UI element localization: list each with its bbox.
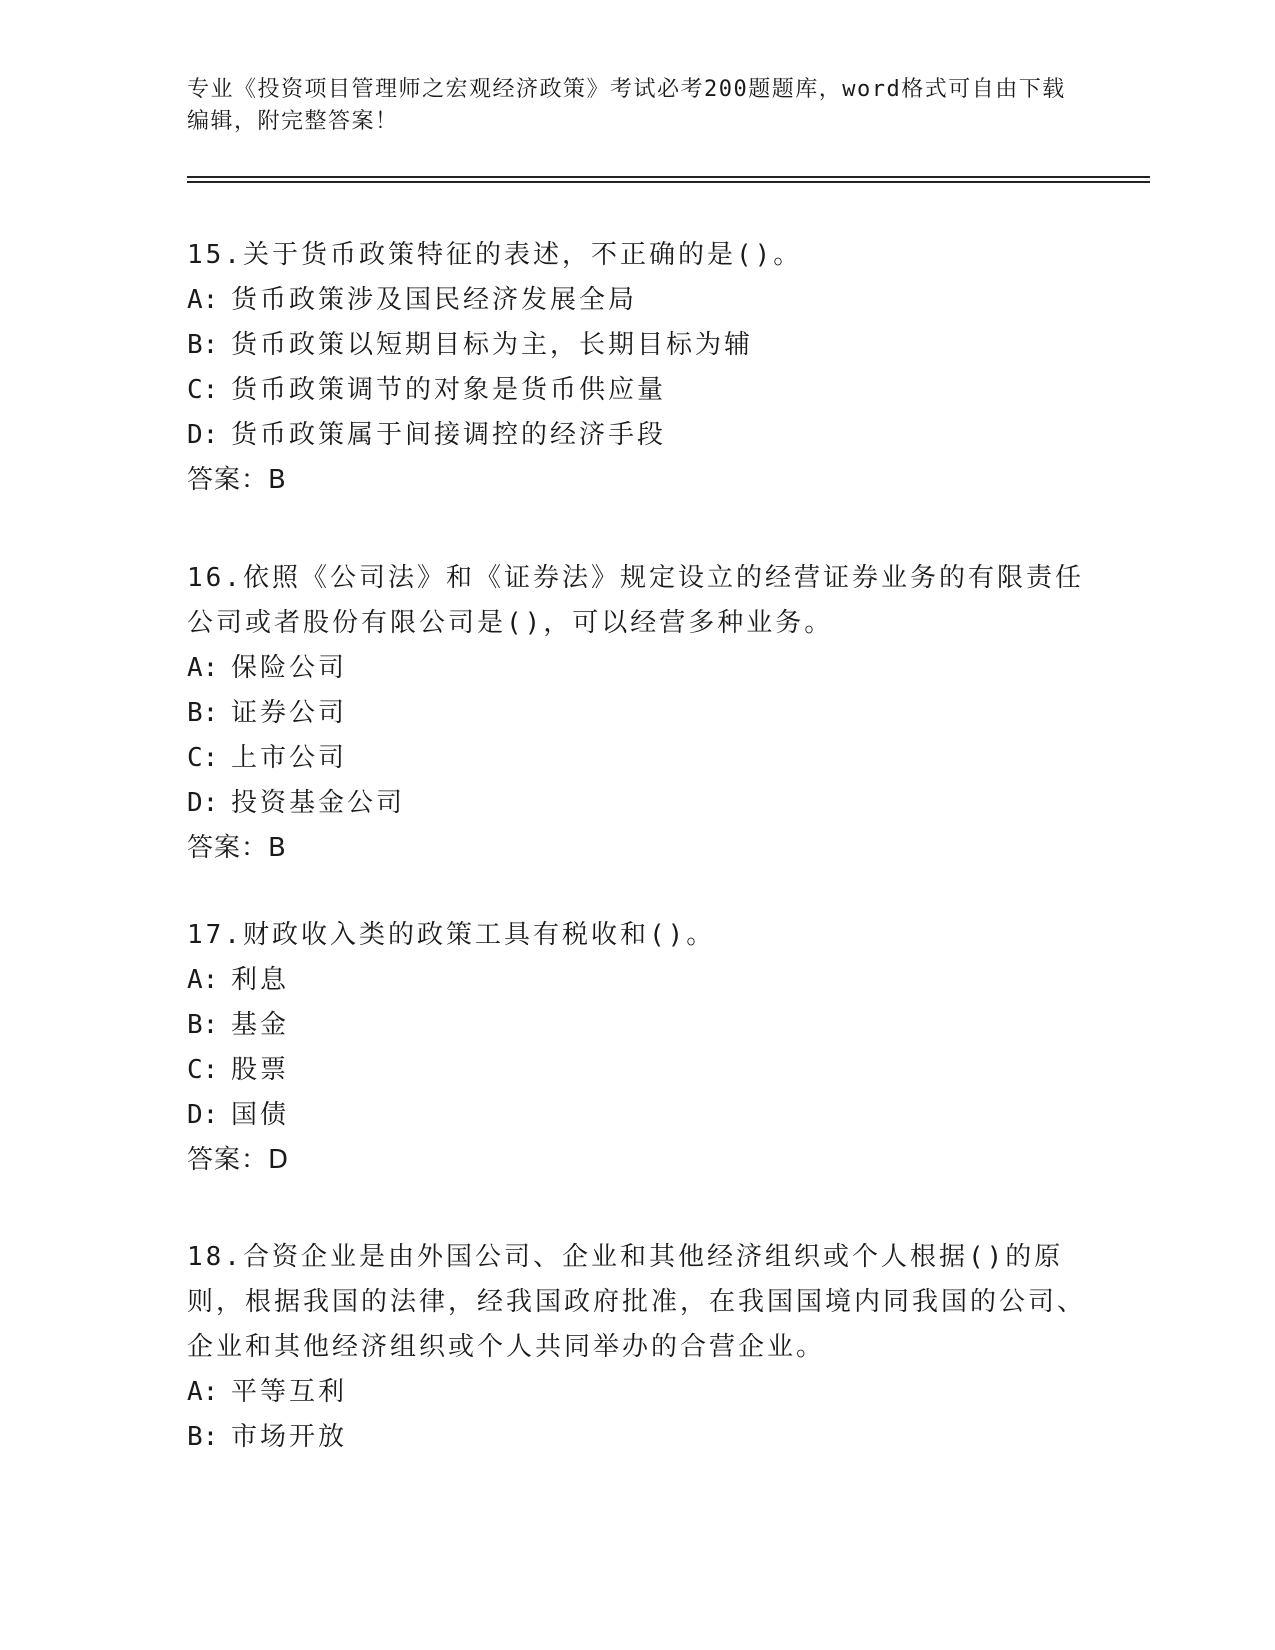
question-stem: 16.依照《公司法》和《证券法》规定设立的经营证券业务的有限责任公司或者股份有限公司是()，可以经营多种业务。	[187, 563, 1084, 638]
option-letter: B:	[187, 330, 219, 360]
option-letter: D:	[187, 1100, 219, 1130]
option-a	[187, 1370, 1087, 1415]
option-text: 基金	[231, 1010, 290, 1040]
header-divider-bottom	[187, 181, 1150, 183]
question-18	[187, 1235, 1087, 1460]
option-letter: C:	[187, 375, 219, 405]
option-text: 上市公司	[231, 743, 348, 773]
option-letter: C:	[187, 743, 219, 773]
question-stem: 18.合资企业是由外国公司、企业和其他经济组织或个人根据()的原则，根据我国的法律，经我国政府批准，在我国国境内同我国的公司、企业和其他经济组织或个人共同举办的合营企业。	[187, 1242, 1087, 1362]
option-d	[187, 781, 1087, 826]
option-text: 货币政策以短期目标为主，长期目标为辅	[231, 330, 754, 360]
option-b	[187, 1415, 1087, 1460]
option-a	[187, 646, 1087, 691]
option-c	[187, 368, 1087, 413]
option-letter: B:	[187, 698, 219, 728]
option-letter: D:	[187, 420, 219, 450]
option-letter: A:	[187, 965, 219, 995]
option-letter: B:	[187, 1010, 219, 1040]
option-text: 货币政策调节的对象是货币供应量	[231, 375, 667, 405]
question-16	[187, 556, 1087, 871]
question-stem: 15.关于货币政策特征的表述，不正确的是()。	[187, 240, 803, 270]
option-c	[187, 1048, 1087, 1093]
option-text: 货币政策属于间接调控的经济手段	[231, 420, 667, 450]
option-text: 股票	[231, 1055, 290, 1085]
option-b	[187, 1003, 1087, 1048]
option-letter: A:	[187, 285, 219, 315]
header-divider-top	[187, 176, 1150, 178]
option-a	[187, 958, 1087, 1003]
option-c	[187, 736, 1087, 781]
option-letter: D:	[187, 788, 219, 818]
option-text: 证券公司	[231, 698, 348, 728]
option-text: 利息	[231, 965, 290, 995]
answer-line: 答案：B	[187, 465, 287, 495]
option-letter: C:	[187, 1055, 219, 1085]
option-a	[187, 278, 1087, 323]
option-text: 平等互利	[231, 1377, 348, 1407]
option-b	[187, 691, 1087, 736]
option-letter: A:	[187, 653, 219, 683]
question-15	[187, 233, 1087, 503]
option-b	[187, 323, 1087, 368]
answer-line: 答案：D	[187, 1145, 290, 1175]
question-17	[187, 913, 1087, 1183]
option-text: 保险公司	[231, 653, 348, 683]
option-text: 货币政策涉及国民经济发展全局	[231, 285, 638, 315]
option-letter: B:	[187, 1422, 219, 1452]
option-d	[187, 413, 1087, 458]
question-stem: 17.财政收入类的政策工具有税收和()。	[187, 920, 716, 950]
document-header: 专业《投资项目管理师之宏观经济政策》考试必考200题题库，word格式可自由下载编辑，附完整答案！	[187, 77, 1066, 134]
option-text: 国债	[231, 1100, 290, 1130]
option-d	[187, 1093, 1087, 1138]
option-text: 投资基金公司	[231, 788, 406, 818]
option-text: 市场开放	[231, 1422, 348, 1452]
option-letter: A:	[187, 1377, 219, 1407]
answer-line: 答案：B	[187, 833, 287, 863]
